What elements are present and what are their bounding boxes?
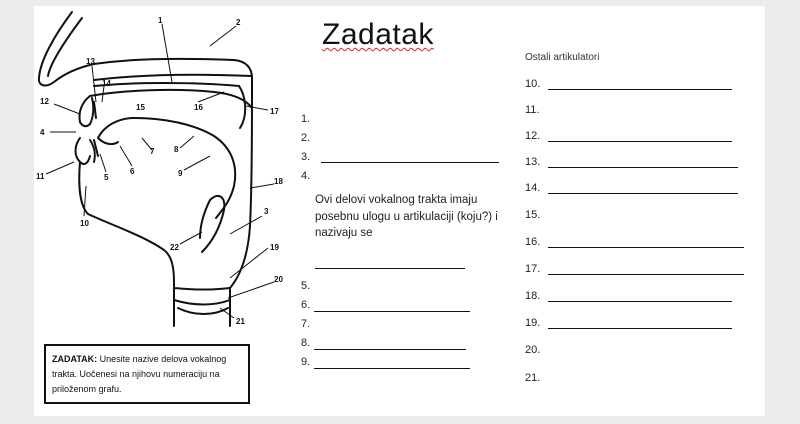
diagram-label-11: 11 bbox=[36, 172, 45, 181]
item-8: 8. bbox=[301, 337, 311, 349]
answer-line-3[interactable] bbox=[321, 162, 499, 163]
answer-line-19[interactable] bbox=[548, 328, 732, 329]
answer-line-9[interactable] bbox=[314, 368, 470, 369]
item-11: 11. bbox=[525, 104, 540, 116]
item-16: 16. bbox=[525, 236, 541, 248]
description: Ovi delovi vokalnog trakta imaju posebnu ulogu u artikulaciji (koju?) i nazivaju se bbox=[315, 194, 498, 239]
item-20: 20. bbox=[525, 344, 541, 356]
diagram-label-12: 12 bbox=[40, 97, 49, 106]
diagram-label-2: 2 bbox=[236, 18, 241, 27]
item-13: 13. bbox=[525, 156, 541, 168]
item-7: 7. bbox=[301, 318, 311, 330]
task-label: ZADATAK: bbox=[52, 354, 98, 364]
answer-line-14[interactable] bbox=[548, 193, 738, 194]
diagram-label-14: 14 bbox=[102, 79, 111, 88]
vocal-tract-diagram bbox=[34, 6, 314, 346]
diagram-label-18: 18 bbox=[274, 177, 283, 186]
diagram-label-20: 20 bbox=[274, 275, 283, 284]
diagram-label-21: 21 bbox=[236, 317, 245, 326]
slide bbox=[34, 6, 765, 416]
diagram-label-15: 15 bbox=[136, 103, 145, 112]
answer-line-17[interactable] bbox=[548, 274, 744, 275]
item-2: 2. bbox=[301, 132, 311, 144]
diagram-label-10: 10 bbox=[80, 219, 89, 228]
diagram-label-13: 13 bbox=[86, 57, 95, 66]
task-text: Unesite nazive delova vokalnog trakta. Uočenesi na njihovu numeraciju na priloženom grafu. bbox=[52, 354, 227, 394]
item-15: 15. bbox=[525, 209, 541, 221]
diagram-label-16: 16 bbox=[194, 103, 203, 112]
item-21: 21. bbox=[525, 372, 541, 384]
item-10: 10. bbox=[525, 78, 541, 90]
diagram-label-17: 17 bbox=[270, 107, 279, 116]
answer-line-12[interactable] bbox=[548, 141, 732, 142]
diagram-label-6: 6 bbox=[130, 167, 135, 176]
diagram-label-3: 3 bbox=[264, 207, 269, 216]
diagram-label-4: 4 bbox=[40, 128, 45, 137]
answer-line-13[interactable] bbox=[548, 167, 738, 168]
diagram-label-7: 7 bbox=[150, 147, 155, 156]
item-9: 9. bbox=[301, 356, 311, 368]
answer-line-16[interactable] bbox=[548, 247, 744, 248]
answer-line-18[interactable] bbox=[548, 301, 732, 302]
item-12: 12. bbox=[525, 130, 541, 142]
item-3: 3. bbox=[301, 151, 311, 163]
answer-line-8[interactable] bbox=[314, 349, 466, 350]
task-box bbox=[44, 344, 250, 404]
answer-line-10[interactable] bbox=[548, 89, 732, 90]
other-articulators-title: Ostali artikulatori bbox=[525, 52, 600, 63]
diagram-label-1: 1 bbox=[158, 16, 163, 25]
answer-line-group[interactable] bbox=[315, 268, 465, 269]
item-5: 5. bbox=[301, 280, 311, 292]
diagram-label-5: 5 bbox=[104, 173, 109, 182]
item-1: 1. bbox=[301, 113, 311, 125]
item-6: 6. bbox=[301, 299, 311, 311]
page-title: Zadatak bbox=[322, 18, 434, 51]
answer-line-6[interactable] bbox=[314, 311, 470, 312]
item-19: 19. bbox=[525, 317, 541, 329]
item-17: 17. bbox=[525, 263, 541, 275]
item-18: 18. bbox=[525, 290, 541, 302]
diagram-label-9: 9 bbox=[178, 169, 183, 178]
diagram-label-8: 8 bbox=[174, 145, 179, 154]
diagram-label-22: 22 bbox=[170, 243, 179, 252]
item-4: 4. bbox=[301, 170, 311, 182]
diagram-label-19: 19 bbox=[270, 243, 279, 252]
item-14: 14. bbox=[525, 182, 541, 194]
